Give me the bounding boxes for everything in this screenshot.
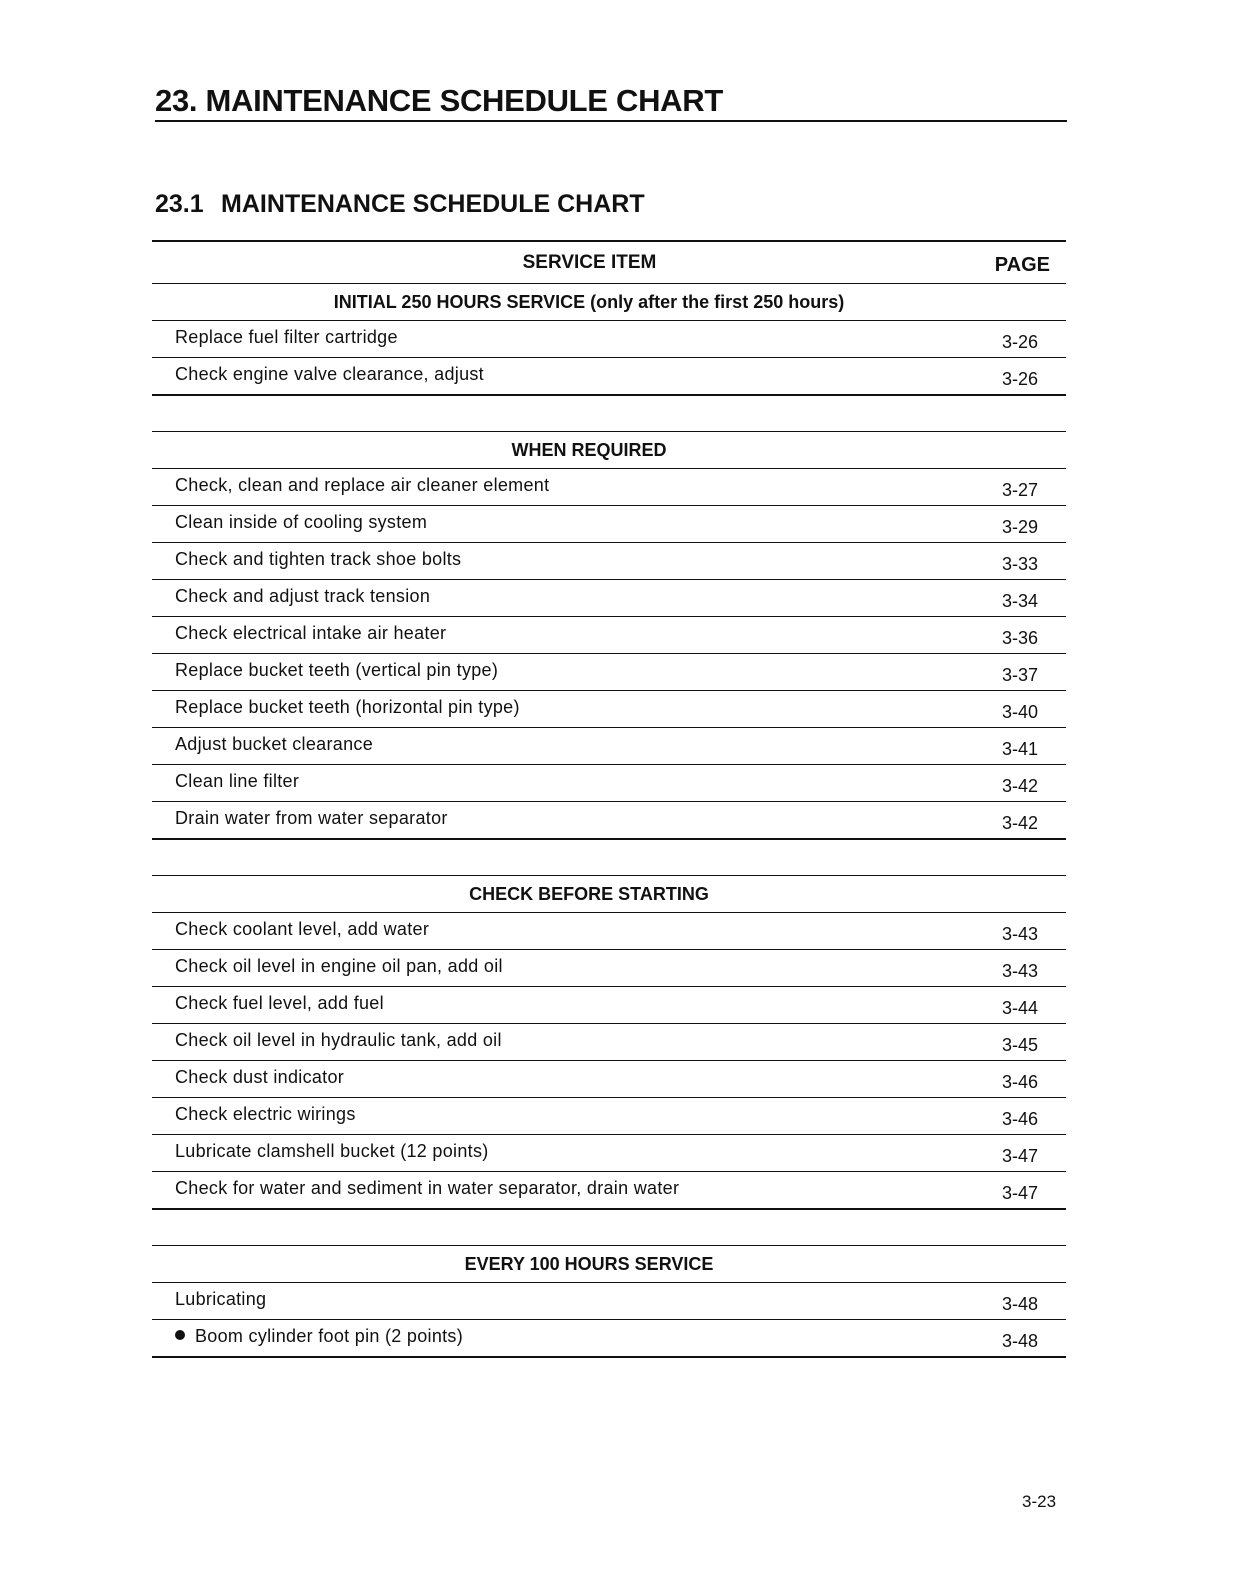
- page-ref: 3-26: [1001, 369, 1038, 389]
- service-item: Lubricate clamshell bucket (12 points): [175, 1141, 489, 1161]
- service-item: Lubricating: [175, 1289, 267, 1309]
- service-item: Check and tighten track shoe bolts: [175, 549, 462, 569]
- table-row: [152, 358, 1066, 396]
- page-ref: 3-29: [1001, 517, 1038, 537]
- table-row: [152, 543, 1066, 580]
- group-heading: WHEN REQUIRED: [152, 431, 1066, 469]
- section-number: 23.1: [155, 190, 204, 218]
- group-heading: CHECK BEFORE STARTING: [152, 875, 1066, 913]
- group-spacer: [152, 840, 1066, 875]
- page-ref: 3-47: [1001, 1146, 1038, 1166]
- bullet-icon: [175, 1330, 185, 1340]
- page-ref: 3-27: [1001, 480, 1038, 500]
- group-heading: EVERY 100 HOURS SERVICE: [152, 1245, 1066, 1283]
- group-spacer: [152, 1210, 1066, 1245]
- table-row: [152, 321, 1066, 358]
- service-item-text: Boom cylinder foot pin (2 points): [195, 1326, 464, 1346]
- page-ref: 3-43: [1001, 961, 1038, 981]
- page-ref: 3-36: [1001, 628, 1038, 648]
- service-item-bulleted: [175, 1319, 463, 1353]
- service-item: Check and adjust track tension: [175, 586, 431, 606]
- service-item: Drain water from water separator: [175, 808, 448, 828]
- table-row: [152, 469, 1066, 506]
- service-item: Check oil level in hydraulic tank, add oil: [175, 1030, 502, 1050]
- page-ref: 3-33: [1001, 554, 1038, 574]
- page-ref: 3-40: [1001, 702, 1038, 722]
- table-row: [152, 580, 1066, 617]
- service-item: Check, clean and replace air cleaner element: [175, 475, 550, 495]
- service-item: Check electrical intake air heater: [175, 623, 447, 643]
- service-item: Check oil level in engine oil pan, add oil: [175, 956, 503, 976]
- page-ref: 3-41: [1001, 739, 1038, 759]
- maintenance-schedule-table: [152, 240, 1066, 1358]
- page-header: PAGE: [994, 254, 1050, 276]
- table-row: [152, 1061, 1066, 1098]
- table-row: [152, 617, 1066, 654]
- table-row: [152, 950, 1066, 987]
- page-ref: 3-44: [1001, 998, 1038, 1018]
- table-row: [152, 1135, 1066, 1172]
- page-title: 23. MAINTENANCE SCHEDULE CHART: [155, 82, 1067, 122]
- page-ref: 3-48: [1001, 1331, 1038, 1351]
- page-ref: 3-26: [1001, 332, 1038, 352]
- group-heading: INITIAL 250 HOURS SERVICE (only after the first 250 hours): [152, 284, 1066, 321]
- service-item-header: SERVICE ITEM: [522, 252, 657, 273]
- table-row: [152, 654, 1066, 691]
- page-ref: 3-47: [1001, 1183, 1038, 1203]
- table-row: [152, 1098, 1066, 1135]
- table-row: [152, 691, 1066, 728]
- page-ref: 3-34: [1001, 591, 1038, 611]
- page-ref: 3-37: [1001, 665, 1038, 685]
- service-item: Check for water and sediment in water separator, drain water: [175, 1178, 680, 1198]
- table-row: [152, 913, 1066, 950]
- footer-page-number: 3-23: [1022, 1492, 1057, 1511]
- section-title: [155, 188, 645, 220]
- page-ref: 3-46: [1001, 1109, 1038, 1129]
- table-row: [152, 1172, 1066, 1210]
- page-ref: 3-42: [1001, 813, 1038, 833]
- table-row: [152, 506, 1066, 543]
- section-title-text: MAINTENANCE SCHEDULE CHART: [221, 190, 645, 218]
- table-header: [152, 240, 1066, 284]
- service-item: Replace bucket teeth (vertical pin type): [175, 660, 499, 680]
- service-item: Replace fuel filter cartridge: [175, 327, 398, 347]
- service-item: Check coolant level, add water: [175, 919, 430, 939]
- table-row: [152, 1024, 1066, 1061]
- service-item: Replace bucket teeth (horizontal pin type): [175, 697, 520, 717]
- page-ref: 3-48: [1001, 1294, 1038, 1314]
- service-item: Check engine valve clearance, adjust: [175, 364, 484, 384]
- group-spacer: [152, 396, 1066, 431]
- table-row: [152, 765, 1066, 802]
- table-row: [152, 1283, 1066, 1320]
- service-item: Clean inside of cooling system: [175, 512, 428, 532]
- page-ref: 3-46: [1001, 1072, 1038, 1092]
- page-ref: 3-45: [1001, 1035, 1038, 1055]
- page-ref: 3-43: [1001, 924, 1038, 944]
- service-item: Clean line filter: [175, 771, 300, 791]
- table-row: [152, 728, 1066, 765]
- table-row: [152, 987, 1066, 1024]
- service-item: Check electric wirings: [175, 1104, 356, 1124]
- table-row: [152, 1320, 1066, 1358]
- table-row: [152, 802, 1066, 840]
- service-item: Adjust bucket clearance: [175, 734, 374, 754]
- page-ref: 3-42: [1001, 776, 1038, 796]
- service-item: Check dust indicator: [175, 1067, 345, 1087]
- service-item: Check fuel level, add fuel: [175, 993, 384, 1013]
